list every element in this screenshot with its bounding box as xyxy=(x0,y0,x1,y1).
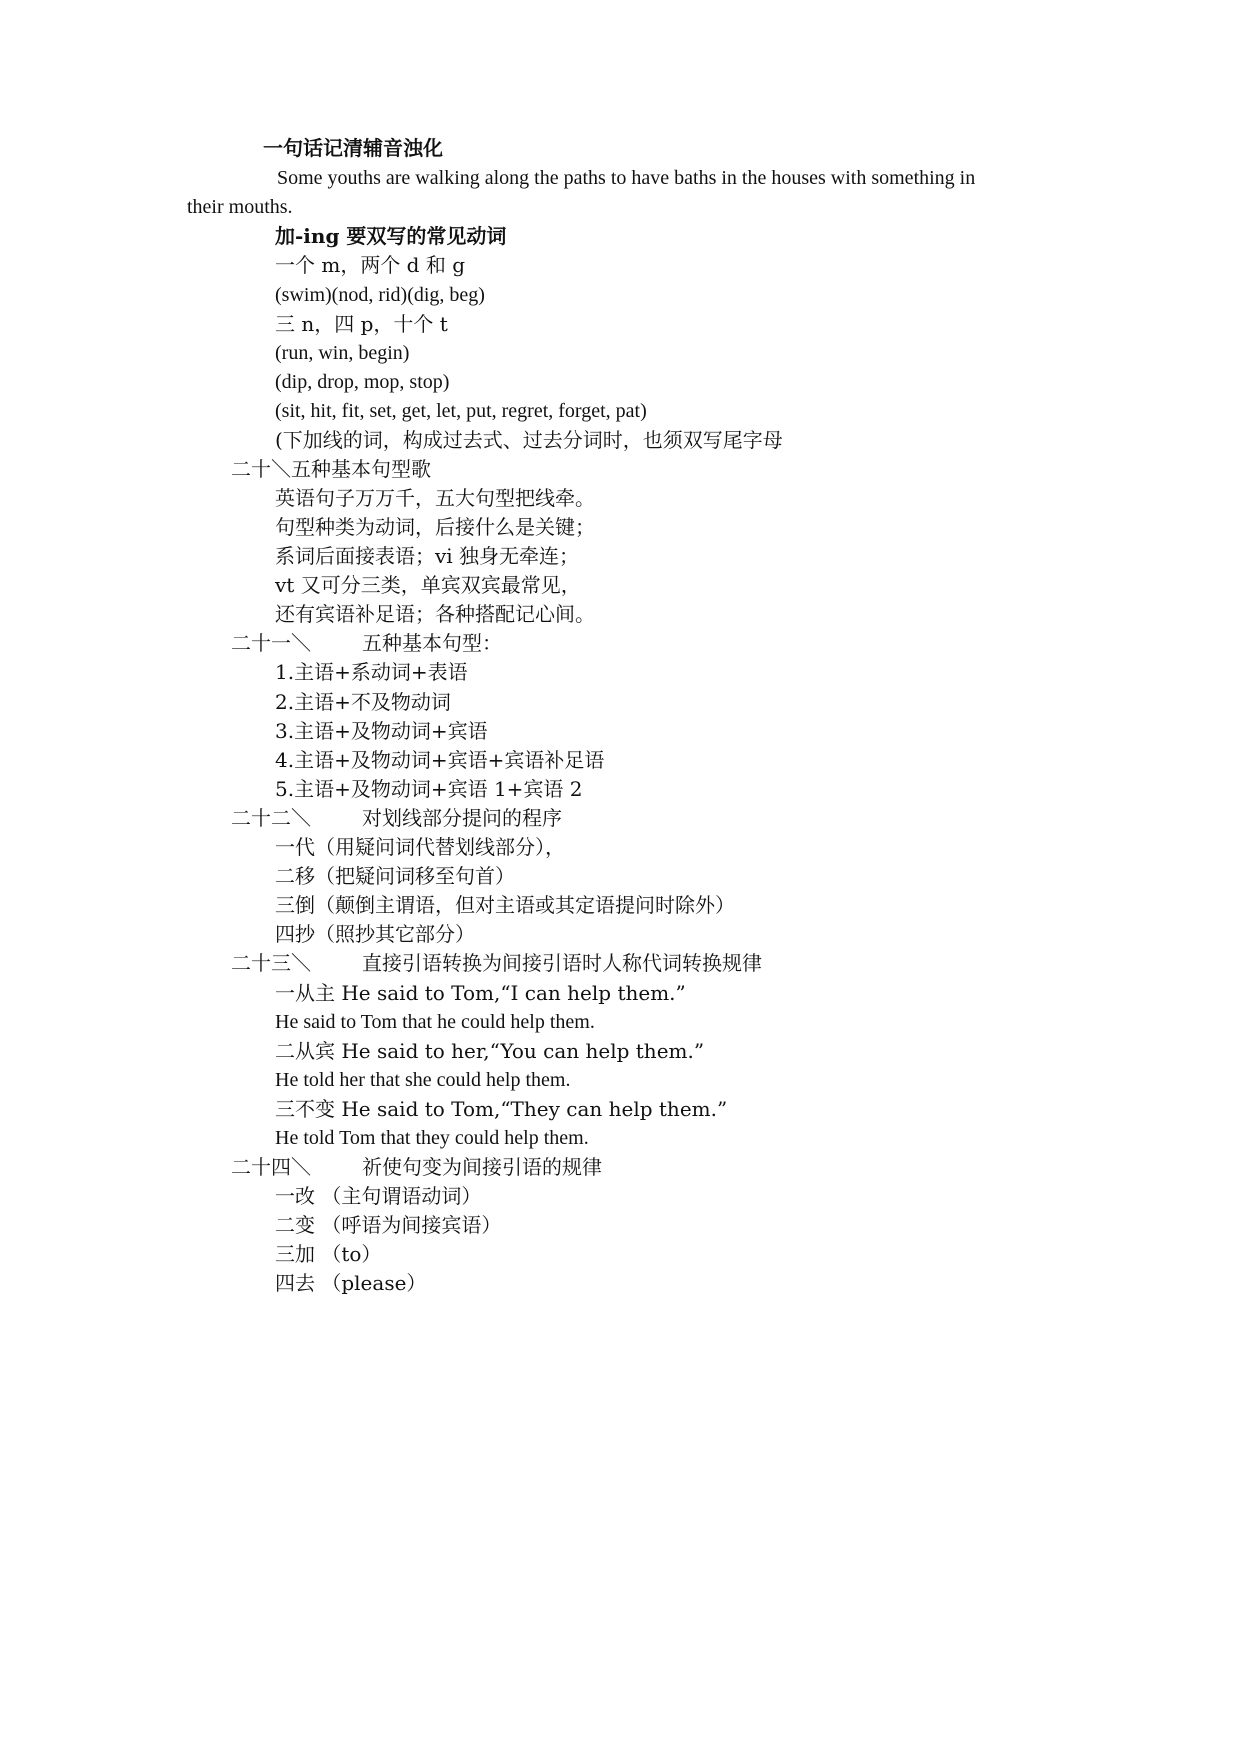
voicing-body-line-2: their mouths. xyxy=(187,196,293,218)
section-23-line: He told her that she could help them. xyxy=(275,1069,571,1091)
section-20-title: 二十＼五种基本句型歌 xyxy=(231,457,431,481)
doubling-line: 三 n，四 p，十个 t xyxy=(275,312,448,336)
section-20-line: 英语句子万万千，五大句型把线牵。 xyxy=(275,486,595,510)
section-24-number: 二十四＼ xyxy=(231,1155,311,1179)
section-20-line: vt 又可分三类，单宾双宾最常见， xyxy=(275,573,581,597)
section-22-number: 二十二＼ xyxy=(231,806,311,830)
section-22-line: 四抄（照抄其它部分） xyxy=(275,922,475,946)
section-23-line: He said to Tom that he could help them. xyxy=(275,1011,595,1033)
voicing-title: 一句话记清辅音浊化 xyxy=(263,136,443,160)
doubling-line: (sit, hit, fit, set, get, let, put, regret, forget, pat) xyxy=(275,400,647,422)
section-24-line: 四去 （please） xyxy=(275,1271,427,1295)
voicing-body-line-1: Some youths are walking along the paths to have baths in the houses with something in xyxy=(277,167,976,189)
doubling-line: (dip, drop, mop, stop) xyxy=(275,371,450,393)
doubling-line: 一个 m，两个 d 和 g xyxy=(275,253,465,277)
section-20-line: 系词后面接表语；vi 独身无牵连； xyxy=(275,544,580,568)
section-24-line: 二变 （呼语为间接宾语） xyxy=(275,1213,502,1237)
section-22-title: 对划线部分提问的程序 xyxy=(362,806,562,830)
section-20-line: 还有宾语补足语；各种搭配记心间。 xyxy=(275,602,595,626)
section-24-title: 祈使句变为间接引语的规律 xyxy=(362,1155,602,1179)
section-21-line: 3.主语+及物动词+宾语 xyxy=(275,719,488,743)
section-23-line: 二从宾 He said to her,“You can help them.” xyxy=(275,1039,705,1063)
section-21-line: 2.主语+不及物动词 xyxy=(275,690,451,714)
section-20-line: 句型种类为动词，后接什么是关键； xyxy=(275,515,595,539)
section-24-line: 三加 （to） xyxy=(275,1242,382,1266)
section-23-line: 一从主 He said to Tom,“I can help them.” xyxy=(275,981,686,1005)
section-23-line: He told Tom that they could help them. xyxy=(275,1127,589,1149)
section-24-line: 一改 （主句谓语动词） xyxy=(275,1184,482,1208)
section-21-line: 4.主语+及物动词+宾语+宾语补足语 xyxy=(275,748,605,772)
section-23-line: 三不变 He said to Tom,“They can help them.” xyxy=(275,1097,728,1121)
section-22-line: 三倒（颠倒主谓语，但对主语或其定语提问时除外） xyxy=(275,893,735,917)
section-22-line: 二移（把疑问词移至句首） xyxy=(275,864,515,888)
section-22-line: 一代（用疑问词代替划线部分）， xyxy=(275,835,565,859)
doubling-line: (下加线的词，构成过去式、过去分词时，也须双写尾字母 xyxy=(275,428,783,452)
doubling-title: 加-ing 要双写的常见动词 xyxy=(275,224,507,248)
doubling-line: (run, win, begin) xyxy=(275,342,410,364)
section-23-number: 二十三＼ xyxy=(231,951,311,975)
section-21-line: 5.主语+及物动词+宾语 1+宾语 2 xyxy=(275,777,583,801)
section-21-line: 1.主语+系动词+表语 xyxy=(275,660,468,684)
doubling-line: (swim)(nod, rid)(dig, beg) xyxy=(275,284,485,306)
section-21-title: 五种基本句型： xyxy=(362,631,502,655)
section-23-title: 直接引语转换为间接引语时人称代词转换规律 xyxy=(362,951,762,975)
section-21-number: 二十一＼ xyxy=(231,631,311,655)
